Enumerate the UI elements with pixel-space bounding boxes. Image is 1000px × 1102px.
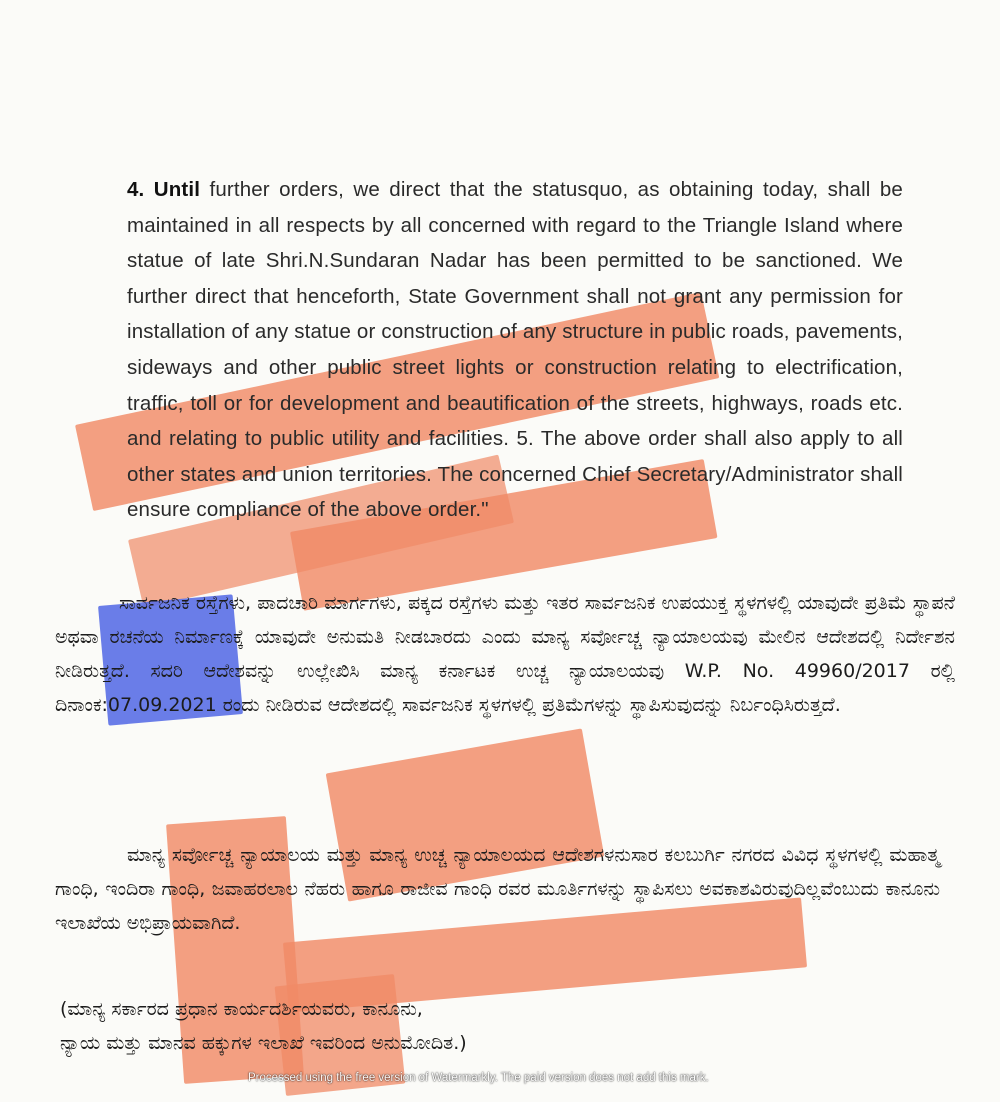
paragraph-lead: 4. Until bbox=[127, 178, 201, 201]
approval-note-line-2: ನ್ಯಾಯ ಮತ್ತು ಮಾನವ ಹಕ್ಕುಗಳ ಇಲಾಖೆ ಇವರಿಂದ ಅನುಮೋದಿತ.) bbox=[60, 1032, 467, 1054]
kannada-paragraph-1: ಸಾರ್ವಜನಿಕ ರಸ್ತೆಗಳು, ಪಾದಚಾರಿ ಮಾರ್ಗಗಳು, ಪಕ್ಕದ ರಸ್ತೆಗಳು ಮತ್ತು ಇತರ ಸಾರ್ವಜನಿಕ ಉಪಯುಕ್ತ ಸ್ಥಳಗಳಲ್ಲಿ ಯಾವುದೇ ಪ್ರತಿಮೆ ಸ್ಥಾಪನೆ ಅಥವಾ ರಚನೆಯ ನಿರ್ಮಾಣಕ್ಕೆ ಯಾವುದೇ ಅನುಮತಿ ನೀಡಬಾರದು ಎಂದು ಮಾನ್ಯ ಸರ್ವೋಚ್ಚ ನ್ಯಾಯಾಲಯವು ಮೇಲಿನ ಆದೇಶದಲ್ಲಿ ನಿರ್ದೇಶನ ನೀಡಿರುತ್ತದೆ. ಸದರಿ ಆದೇಶವನ್ನು ಉಲ್ಲೇಖಿಸಿ ಮಾನ್ಯ ಕರ್ನಾಟಕ ಉಚ್ಚ ನ್ಯಾಯಾಲಯವು W.P. No. 49960/2017 ರಲ್ಲಿ ದಿನಾಂಕ:07.09.2021 ರಂದು ನೀಡಿರುವ ಆದೇಶದಲ್ಲಿ ಸಾರ್ವಜನಿಕ ಸ್ಥಳಗಳಲ್ಲಿ ಪ್ರತಿಮೆಗಳನ್ನು ಸ್ಥಾಪಿಸುವುದನ್ನು ನಿರ್ಬಂಧಿಸಿರುತ್ತದೆ. bbox=[55, 592, 955, 716]
paragraph-body: further orders, we direct that the statusquo, as obtaining today, shall be maintained in all respects by all concerned with regard to the Triangle Island where statue of late Shri.N.Sundaran Nadar has been permitted to be sanctioned. We further direct that henceforth, State Government shall not grant any permission for installation of any statue or construction of any structure in public roads, pavements, sideways and other public street lights or construction relating to electrification, traffic, toll or for development and beautification of the streets, highways, roads etc. and relating to public utility and facilities. 5. The above order shall also apply to all other states and union territories. The concerned Chief Secretary/Administrator shall ensure compliance of the above order." bbox=[127, 178, 903, 522]
approval-note bbox=[60, 992, 780, 1060]
watermark-text: Processed using the free version of Watermarkly. The paid version does not add this mark. bbox=[248, 1072, 709, 1084]
approval-note-line-1: (ಮಾನ್ಯ ಸರ್ಕಾರದ ಪ್ರಧಾನ ಕಾರ್ಯದರ್ಶಿಯವರು, ಕಾನೂನು, bbox=[60, 998, 423, 1020]
english-paragraph bbox=[127, 172, 903, 528]
kannada-paragraph-2: ಮಾನ್ಯ ಸರ್ವೋಚ್ಚ ನ್ಯಾಯಾಲಯ ಮತ್ತು ಮಾನ್ಯ ಉಚ್ಚ ನ್ಯಾಯಾಲಯದ ಆದೇಶಗಳನುಸಾರ ಕಲಬುರ್ಗಿ ನಗರದ ವಿವಿಧ ಸ್ಥಳಗಳಲ್ಲಿ ಮಹಾತ್ಮ ಗಾಂಧಿ, ಇಂದಿರಾ ಗಾಂಧಿ, ಜವಾಹರಲಾಲ ನೆಹರು ಹಾಗೂ ರಾಜೀವ ಗಾಂಧಿ ರವರ ಮೂರ್ತಿಗಳನ್ನು ಸ್ಥಾಪಿಸಲು ಅವಕಾಶವಿರುವುದಿಲ್ಲವೆಂಬುದು ಕಾನೂನು ಇಲಾಖೆಯ ಅಭಿಪ್ರಾಯವಾಗಿದೆ. bbox=[55, 844, 940, 934]
